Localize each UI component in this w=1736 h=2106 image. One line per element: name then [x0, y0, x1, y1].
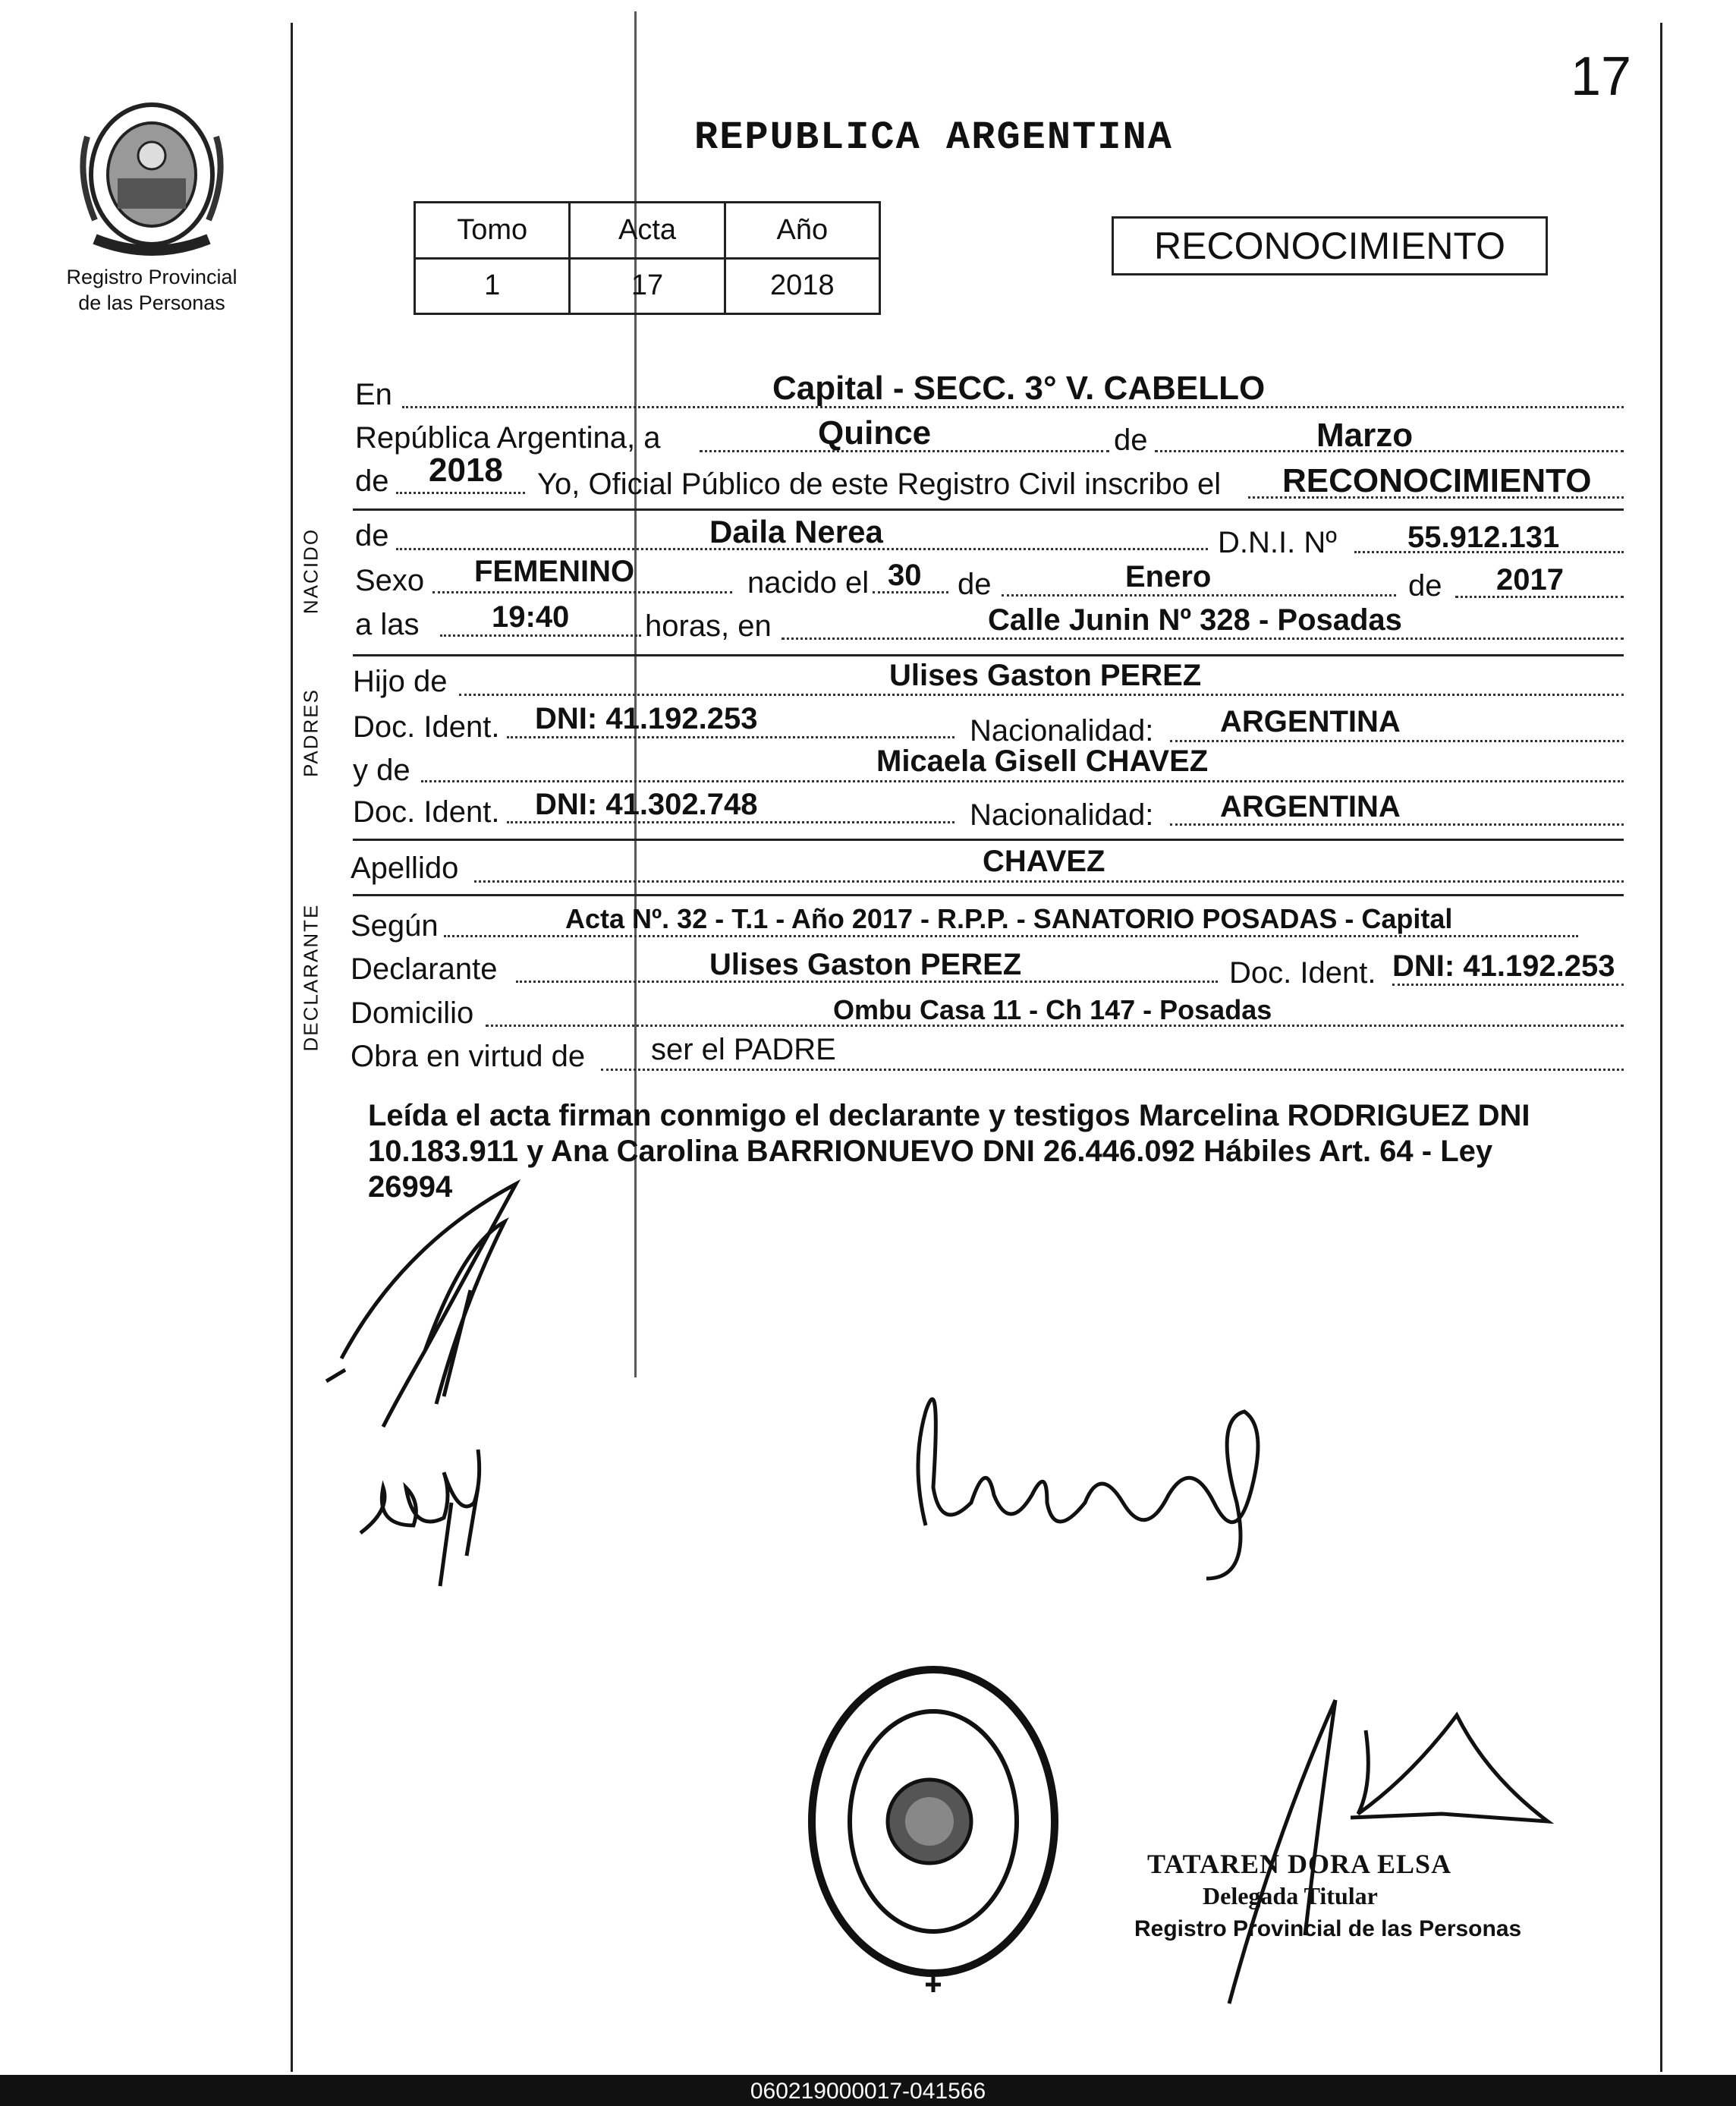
year-value: 2018 — [429, 452, 503, 489]
address-value: Ombu Casa 11 - Ch 147 - Posadas — [833, 994, 1272, 1025]
dotted-line — [507, 821, 954, 823]
hijo-label: Hijo de — [353, 665, 448, 698]
father-nationality-value: ARGENTINA — [1220, 705, 1401, 738]
separator — [353, 508, 1624, 511]
reason-value: ser el PADRE — [651, 1033, 836, 1066]
de-year-label: de — [355, 464, 389, 498]
mother-doc-label: Doc. Ident. — [353, 795, 500, 829]
surname-value: CHAVEZ — [983, 845, 1105, 878]
dotted-line — [507, 736, 954, 738]
child-dni-value: 55.912.131 — [1407, 521, 1560, 554]
closing-line-1: Leída el acta firman conmigo el declarante y testigos Marcelina RODRIGUEZ DNI — [368, 1099, 1530, 1132]
obra-label: Obra en virtud de — [351, 1040, 586, 1073]
registro-text: Yo, Oficial Público de este Registro Civil inscribo el — [537, 467, 1222, 501]
separator — [353, 894, 1624, 896]
dotted-line — [1002, 594, 1396, 597]
segun-value: Acta Nº. 32 - T.1 - Año 2017 - R.P.P. - SANATORIO POSADAS - Capital — [565, 903, 1453, 934]
y-de-label: y de — [353, 754, 410, 787]
segun-label: Según — [351, 909, 439, 943]
mother-nationality-value: ARGENTINA — [1220, 790, 1401, 823]
month-value: Marzo — [1316, 417, 1414, 454]
dni-label: D.N.I. Nº — [1218, 526, 1337, 559]
dotted-line — [459, 694, 1624, 696]
anio-value: 2018 — [725, 258, 879, 314]
acta-header: Acta — [570, 203, 725, 259]
closing-line-3: 26994 — [368, 1170, 453, 1204]
de-label: de — [1114, 423, 1148, 457]
official-name: TATAREN DORA ELSA — [1147, 1849, 1452, 1879]
birth-day-value: 30 — [888, 559, 922, 592]
section-label-nacido: NACIDO — [299, 527, 322, 615]
declarant-doc-label: Doc. Ident. — [1229, 956, 1376, 990]
dotted-line — [421, 780, 1624, 782]
anio-header: Año — [725, 203, 879, 259]
sexo-label: Sexo — [355, 564, 425, 597]
father-nationality-label: Nacionalidad: — [970, 714, 1154, 748]
section-label-padres: PADRES — [299, 688, 322, 777]
a-las-label: a las — [355, 608, 420, 641]
republica-label: República Argentina, a — [355, 421, 661, 455]
section-label-declarante: DECLARANTE — [299, 903, 322, 1052]
page-number: 17 — [1571, 46, 1632, 107]
horas-label: horas, en — [645, 609, 772, 643]
en-label: En — [355, 378, 392, 411]
acta-value: 17 — [570, 258, 725, 314]
birth-time-value: 19:40 — [492, 600, 570, 634]
nacido-label: nacido el — [747, 566, 870, 600]
birth-place-value: Calle Junin Nº 328 - Posadas — [988, 603, 1402, 637]
dotted-line — [1392, 984, 1624, 986]
de-month-label: de — [958, 568, 992, 601]
document-type-box: RECONOCIMIENTO — [1112, 216, 1548, 275]
declarante-label: Declarante — [351, 952, 498, 986]
province-seal-logo — [72, 91, 231, 258]
separator — [353, 839, 1624, 841]
official-stamp — [800, 1658, 1066, 1992]
mother-doc-value: DNI: 41.302.748 — [535, 788, 758, 821]
birth-year-value: 2017 — [1496, 563, 1564, 597]
dotted-line — [601, 1069, 1624, 1071]
right-margin-line — [1660, 23, 1662, 2072]
country-title: REPUBLICA ARGENTINA — [694, 115, 1173, 160]
witness-signature — [345, 1442, 512, 1594]
place-value: Capital - SECC. 3° V. CABELLO — [772, 370, 1266, 407]
closing-line-2: 10.183.911 y Ana Carolina BARRIONUEVO DNI 26.446.092 Hábiles Art. 64 - Ley — [368, 1135, 1493, 1168]
official-org: Registro Provincial de las Personas — [1134, 1916, 1522, 1941]
mother-name-value: Micaela Gisell CHAVEZ — [876, 744, 1209, 778]
mother-nationality-label: Nacionalidad: — [970, 798, 1154, 832]
declarant-name-value: Ulises Gaston PEREZ — [709, 948, 1022, 981]
apellido-label: Apellido — [351, 852, 459, 885]
dotted-line — [444, 935, 1578, 937]
official-signature — [895, 1351, 1313, 1624]
dotted-line — [782, 637, 1624, 640]
tomo-header: Tomo — [415, 203, 570, 259]
child-name-value: Daila Nerea — [709, 514, 883, 549]
dotted-line — [396, 492, 525, 494]
dotted-line — [432, 591, 732, 593]
registry-table — [414, 201, 881, 315]
sexo-value: FEMENINO — [474, 555, 635, 588]
left-margin-line — [291, 23, 293, 2072]
declarant-doc-value: DNI: 41.192.253 — [1392, 949, 1615, 983]
org-name-line1: Registro Provincial — [66, 266, 237, 288]
dotted-line — [1170, 823, 1624, 826]
child-de-label: de — [355, 519, 389, 552]
dotted-line — [474, 880, 1624, 883]
birth-month-value: Enero — [1125, 560, 1212, 593]
dotted-line — [1170, 740, 1624, 742]
domicilio-label: Domicilio — [351, 996, 474, 1030]
dotted-line — [440, 634, 641, 637]
day-value: Quince — [818, 414, 932, 452]
de-year-label-2: de — [1408, 569, 1442, 603]
official-title: Delegada Titular — [1203, 1882, 1378, 1909]
separator — [353, 654, 1624, 656]
father-doc-value: DNI: 41.192.253 — [535, 702, 758, 735]
father-doc-label: Doc. Ident. — [353, 710, 500, 744]
act-kind-value: RECONOCIMIENTO — [1282, 462, 1592, 499]
declarant-signature — [311, 1154, 554, 1442]
father-name-value: Ulises Gaston PEREZ — [889, 659, 1202, 692]
footer-code: 060219000017-041566 — [750, 2079, 986, 2104]
org-name-line2: de las Personas — [78, 291, 225, 314]
tomo-value: 1 — [415, 258, 570, 314]
